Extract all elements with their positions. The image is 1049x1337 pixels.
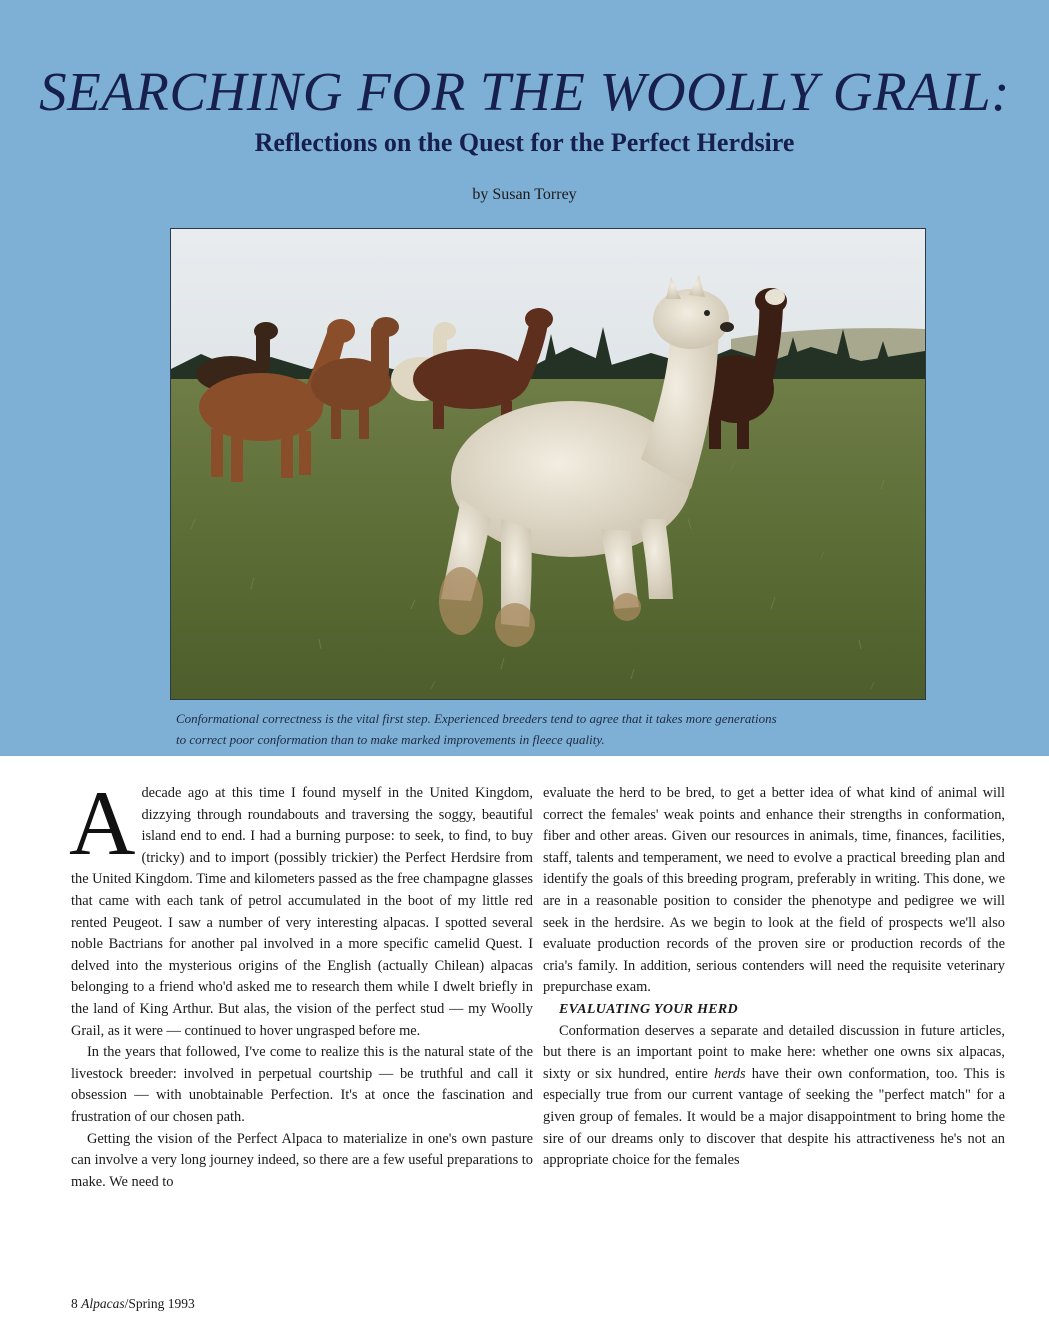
paragraph-text: have their own conformation, too. This is especially true from our current vantage of seeking the "perfect match" for a given group of females. It would be a major disappointment to bring home the sire of our dreams only to discover that despite his attractiveness he's not an appropriate choice for the females xyxy=(543,1065,1006,1169)
paragraph: evaluate the herd to be bred, to get a better idea of what kind of animal will correct the females' weak points and enhance their strengths in conformation, fiber and other areas. Given our resources in animals, time, finances, facilities, staff, talents and temperament, we need to evolve a practical breeding plan and identify the goals of this breeding program, preferably in writing. This done, we are in a reasonable position to consider the phenotype and pedigree we will seek in the herdsire. As we begin to look at the field of prospects we'll also evaluate production records of the proven sire or production records of the cria's family. In addition, serious contenders will need the requisite veterinary prepurchase exam. xyxy=(543,785,1005,996)
paragraph: In the years that followed, I've come to realize this is the natural state of the livestock breeder: involved in perpetual courtship — be truthful and call it obsession — with unobtainable Perfection. It's at once the fascination and frustration of our chosen path. xyxy=(71,1044,533,1125)
column-right xyxy=(543,783,1005,1172)
article-subtitle: Reflections on the Quest for the Perfect Herdsire xyxy=(254,128,795,157)
page-number: 8 xyxy=(71,1296,78,1311)
article-title: SEARCHING FOR THE WOOLLY GRAIL: xyxy=(39,61,1010,122)
caption-line: to correct poor conformation than to make marked improvements in fleece quality. xyxy=(176,732,605,747)
paragraph: Getting the vision of the Perfect Alpaca to materialize in one's own pasture can involve a very long journey indeed, so there are a few useful preparations to make. We need to xyxy=(71,1130,533,1190)
paragraph-text: Conformation deserves a separate and detailed discussion in future articles, but there is an important point to make here: whether one owns six alpacas, sixty or six hundred, entire xyxy=(543,1022,1005,1082)
paragraph xyxy=(543,1021,1005,1172)
section-heading: EVALUATING YOUR HERD xyxy=(559,1001,738,1017)
column-left xyxy=(69,772,533,1193)
alpaca-photo xyxy=(170,228,926,700)
caption-line: Conformational correctness is the vital first step. Experienced breeders tend to agree that it takes more generations xyxy=(176,711,777,726)
drop-cap: A xyxy=(69,772,136,874)
publication-name: Alpacas xyxy=(81,1296,125,1311)
page-footer xyxy=(71,1296,195,1312)
emphasis: herds xyxy=(714,1065,746,1082)
paragraph xyxy=(69,772,533,1042)
photo-caption xyxy=(176,708,936,750)
issue-date: /Spring 1993 xyxy=(124,1296,195,1311)
byline: by Susan Torrey xyxy=(472,186,577,203)
paragraph-text: decade ago at this time I found myself in the United Kingdom, dizzying through roundabouts and traversing the soggy, beautiful island end to end. I had a burning purpose: to seek, to find, to buy (tricky) and to import (possibly trickier) the Perfect Herdsire from the United Kingdom. Time and kilometers passed as the free champagne glasses that came with each tank of petrol accumulated in the boot of my little red rented Peugeot. I saw a number of very interesting alpacas. I spotted several noble Bactrians for another pal involved in a more specific camelid Quest. I delved into the mysterious origins of the English (actually Chilean) alpacas belonging to a friend who'd asked me to research them while I dwelt briefly in the land of King Arthur. But alas, the vision of the perfect stud — my Woolly Grail, as it were — continued to hover ungrasped before me. xyxy=(71,785,533,1039)
